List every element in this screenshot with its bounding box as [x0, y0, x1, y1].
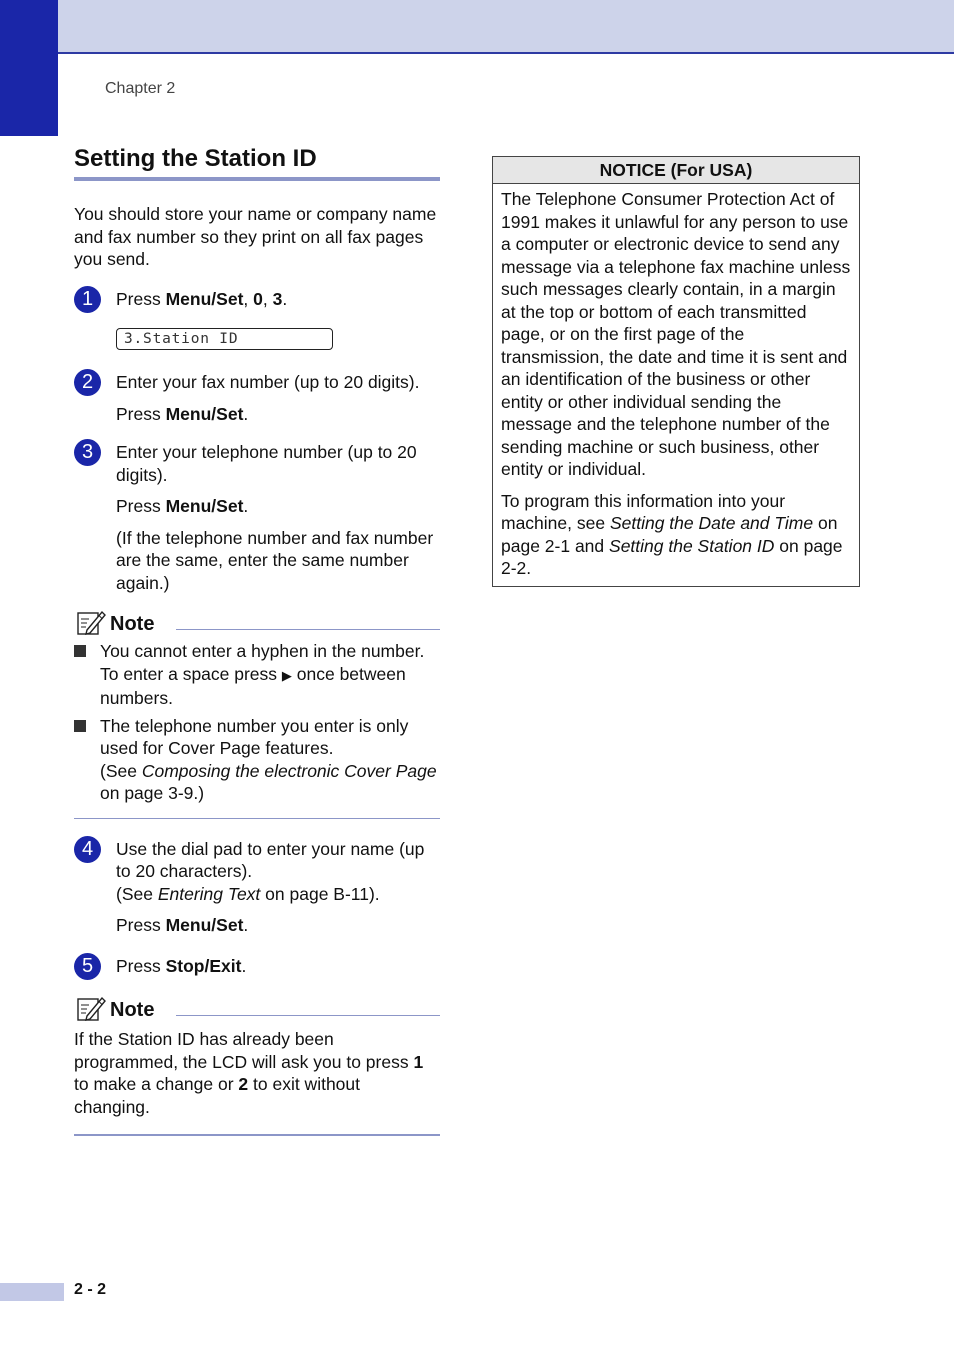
- cross-reference: Composing the electronic Cover Page: [141, 760, 437, 781]
- note-header: [74, 994, 440, 1024]
- note-pencil-icon: [76, 994, 106, 1022]
- note-rule: [176, 629, 440, 630]
- step-4-press: Press Menu/Set.: [116, 915, 249, 935]
- note-pencil-icon: [76, 608, 106, 636]
- left-column: [74, 145, 440, 1136]
- key-1: 1: [413, 1051, 424, 1072]
- note-block-1: [74, 608, 440, 819]
- note-rule: [176, 1015, 440, 1016]
- step-2: [74, 371, 440, 425]
- step-5-text: Press Stop/Exit.: [116, 955, 247, 976]
- step-3-note: (If the telephone number and fax number are the same, enter the same number again.): [116, 527, 434, 593]
- step-2-press: Press Menu/Set.: [116, 403, 249, 424]
- key-0: 0: [253, 288, 263, 309]
- key-3: 3: [272, 288, 283, 309]
- notice-body: [493, 184, 859, 586]
- key-menu-set: Menu/Set: [165, 915, 244, 935]
- lcd-display: 3.Station ID: [116, 328, 333, 350]
- step-2-text: Enter your fax number (up to 20 digits).: [116, 372, 420, 392]
- step-number: 3: [74, 439, 101, 466]
- step-number: 2: [74, 369, 101, 396]
- key-2: 2: [238, 1074, 249, 1094]
- key-stop-exit: Stop/Exit: [165, 955, 242, 976]
- note-bullets: [74, 640, 440, 805]
- step-4-see: (See Entering Text on page B-11).: [116, 883, 380, 904]
- note-end-rule: [74, 818, 440, 819]
- note-block-2: [74, 994, 440, 1136]
- bullet-square-icon: [74, 645, 86, 657]
- note-end-rule: [74, 1134, 440, 1136]
- step-3: [74, 441, 440, 594]
- step-number: 4: [74, 836, 101, 863]
- chapter-tab: [0, 0, 58, 136]
- notice-paragraph-2: To program this information into your machine, see Setting the Date and Time on page 2-1 and Setting the Station ID on page 2-2.: [501, 490, 843, 578]
- note-label: Note: [110, 999, 155, 1021]
- step-1: [74, 288, 440, 351]
- header-band: [58, 0, 954, 54]
- intro-text: You should store your name or company name and fax number so they print on all fax pages you send.: [74, 204, 437, 269]
- step-3-press: Press Menu/Set.: [116, 496, 249, 516]
- note-2-text: If the Station ID has already been programmed, the LCD will ask you to press 1 to make a change or 2 to exit without changing.: [74, 1029, 424, 1117]
- page-number: 2 - 2: [74, 1281, 107, 1298]
- step-4-text: Use the dial pad to enter your name (up to 20 characters).: [116, 838, 425, 881]
- key-menu-set: Menu/Set: [165, 496, 244, 516]
- step-1-text: Press Menu/Set, 0, 3.: [116, 288, 288, 309]
- step-number: 5: [74, 953, 101, 980]
- footer-tab: [0, 1283, 64, 1301]
- step-4: [74, 838, 440, 937]
- cross-reference: Entering Text: [157, 883, 261, 904]
- cross-reference: Setting the Station ID: [609, 535, 775, 556]
- step-3-text: Enter your telephone number (up to 20 digits).: [116, 442, 417, 485]
- notice-paragraph-1: The Telephone Consumer Protection Act of 1991 makes it unlawful for any person to use a computer or electronic device to send any message via a telephone fax machine unless such messages clearly contain, in a margin at the top or bottom of each transmitted page, or on the first page of the transmission, the date and time it is sent and an identification of the business or other entity or other individual sending the message and the telephone number of the sending machine or such business, other entity or individual.: [501, 189, 851, 479]
- note-header: [74, 608, 440, 638]
- notice-box: [492, 156, 860, 587]
- cross-reference: Setting the Date and Time: [609, 513, 814, 533]
- notice-title: NOTICE (For USA): [493, 157, 859, 184]
- right-arrow-icon: ▶: [281, 667, 292, 683]
- step-5: [74, 955, 440, 978]
- section-title: Setting the Station ID: [74, 145, 440, 181]
- key-menu-set: Menu/Set: [165, 288, 244, 309]
- bullet-square-icon: [74, 720, 86, 732]
- chapter-label: Chapter 2: [105, 80, 176, 97]
- step-number: 1: [74, 286, 101, 313]
- key-menu-set: Menu/Set: [165, 403, 244, 424]
- note-bullet: You cannot enter a hyphen in the number. To enter a space press ▶ once between numbers.: [74, 640, 440, 710]
- note-label: Note: [110, 613, 155, 635]
- note-bullet: The telephone number you enter is only used for Cover Page features. (See Composing the electronic Cover Page on page 3-9.): [74, 715, 440, 805]
